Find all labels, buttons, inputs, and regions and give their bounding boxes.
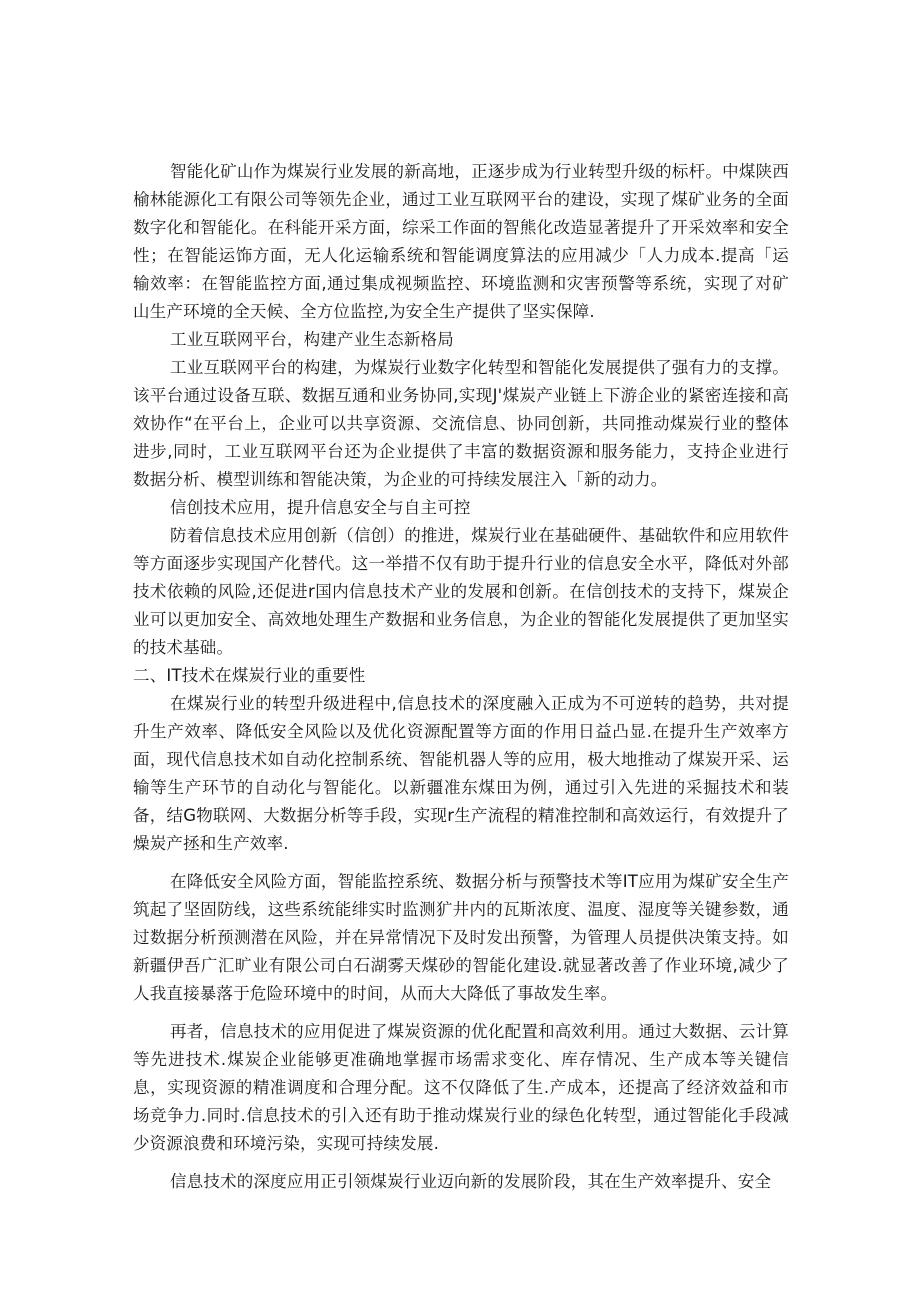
subheading-industrial-internet: 工业互联网平台，构建产业生态新格局 [170,330,454,349]
document-body [133,158,789,1196]
paragraph-resource-allocation: 再者，信息技术的应用促进了煤炭资源的优化配置和高效利用。通过大数据、云计算等先进技术.煤炭企业能够更准确地掌握市场需求变化、库存情况、生产成本等关键信息，实现资源的精准调度和合理分配。这不仅降低了生.产成本，还提高了经济效益和市场竞争力.同时.信息技术的引入还有助于推动煤炭行业的绿色化转型，通过智能化手段减少资源浪费和环境污染，实现可持续发展. [133,1022,789,1153]
subheading-xinchuang: 信创技术应用，提升信息安全与自主可控 [170,498,471,517]
paragraph-smart-mining: 智能化矿山作为煤炭行业发展的新高地，正逐步成为行业转型升级的标杆。中煤陕西榆林能源化工有限公司等领先企业，通过工业互联网平台的建设，实现了煤矿业务的全面数字化和智能化。在科能开采方面，综采工作面的智熊化改造显著提升了开采效率和安全性；在智能运饰方面，无人化运输系统和智能调度算法的应用减少「人力成本.提高「运输效率：在智能监控方面,通过集成视频监控、环境监测和灾害预警等系统，实现了对矿山生产环境的全天候、全方位监控,为安全生产提供了坚实保障. [133,162,789,321]
paragraph-production-efficiency: 在煤炭行业的转型升级进程中,信息技术的深度融入正成为不可逆转的趋势，共对提升生产效率、降低安全风险以及优化资源配置等方面的作用日益凸显.在提升生产效率方面，现代信息技术如自动化控制系统、智能机器人等的应用，极大地推动了煤炭开采、运输等生产环节的自动化与智能化。以新疆准东煤田为例，通过引入先进的采掘技术和装备，结G物联网、大数据分析等手段，实现r生产流程的精准控制和高效运行，有效提升了燥炭产拯和生产效率. [133,694,789,853]
paragraph-xinchuang: 防着信息技术应用创新（信创）的推进，煤炭行业在基础硬件、基础软件和应用软件等方面逐步实现国产化替代。这一举措不仅有助于提升行业的信息安全水平，降低对外部技术依赖的风险,还促进r国内信息技术产业的发展和创新。在信创技术的支持下，煤炭企业可以更加安全、高效地处理生产数据和业务信息，为企业的智能化发展提供了更加坚实的技术基础。 [133,526,789,657]
paragraph-industrial-internet: 工业互联网平台的构建，为煤炭行业数字化转型和智能化发展提供了强有力的支撑。该平台通过设备互联、数据互通和业务协同,实现J'煤炭产业链上下游企业的紧密连接和高效协作“在平台上，企业可以共享资源、交流信息、协同创新，共同推动煤炭行业的整体进步,同时，工业互联网平台还为企业提供了丰富的数据资源和服务能力，支持企业进行数据分析、模型训练和智能决策，为企业的可持续发展注入「新的动力。 [133,358,789,489]
paragraph-safety-risk: 在降低安全风险方面，智能监控系统、数据分析与预警技术等IT应用为煤矿安全生产筑起了坚固防线，这些系统能绯实时监测犷井内的瓦斯浓度、温度、湿度等关键参数，通过数据分析预测潜在风险，并在异常情况下及时发出预警，为管理人员提供决策支持。如新疆伊吾广汇旷业有限公司白石湖雾天煤砂的智能化建设.就显著改善了作业环境,减少了人我直接暴落于危险环境中的时间，从而大大降低了事故发生率。 [133,872,789,1003]
paragraph-conclusion-start: 信息技术的深度应用正引领煤炭行业迈向新的发展阶段，其在生产效率提升、安全 [170,1172,772,1191]
section-heading-it-importance: 二、IT技术在煤炭行业的重要性 [133,666,366,685]
